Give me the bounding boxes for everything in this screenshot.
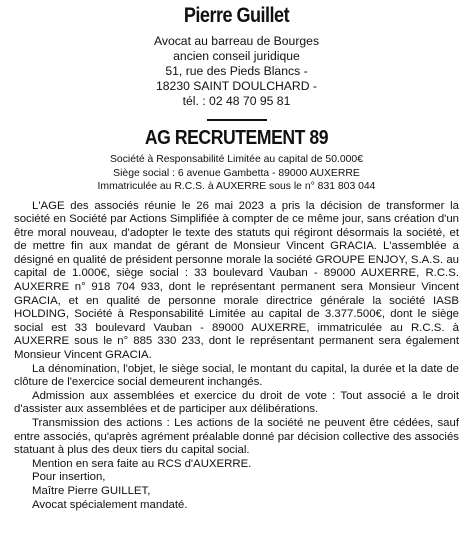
lawyer-address-city: 18230 SAINT DOULCHARD - [156,79,317,93]
signature-block [14,471,459,512]
paragraph-admission: Admission aux assemblées et exercice du droit de vote : Tout associé a le droit d'assister aux assemblées et de participer aux délibérations. [14,389,459,416]
lawyer-line: Avocat au barreau de Bourges [153,34,320,48]
signature-line: Pour insertion, [32,471,106,484]
notice-body [14,200,459,472]
company-legal-form: Société à Responsabilité Limitée au capital de 50.000€ [109,154,363,165]
lawyer-address-street: 51, rue des Pieds Blancs - [165,64,308,78]
lawyer-name: Pierre Guillet [183,4,290,27]
paragraph-decision: L'AGE des associés réunie le 26 mai 2023 a pris la décision de transformer la société en Société par Actions Simplifiée à compter de ce même jour, sans création d'un être moral nouveau, d'adopter le texte des statuts qui régiront désormais la société, et de mettre fin aux mandat de gérant de Monsieur Vincent GRACIA. L'assemblée a désigné en qualité de président personne morale la société GROUPE ENJOY, S.A.S. au capital de 1.000€, siège social : 33 boulevard Vauban - 89000 AUXERRE, R.C.S. AUXERRE n° 918 704 933, dont le représentant permanent sera Monsieur Vincent GRACIA, et en qualité de personne morale directrice générale la société IASB HOLDING, Société à Responsabilité Limitée au capital de 3.377.500€, dont le siège social est 33 boulevard Vauban - 89000 AUXERRE, immatriculée au R.C.S. à AUXERRE sous le n° 885 330 233, dont le représentant permanent sera également Monsieur Vincent GRACIA. [14,199,459,362]
company-header [14,127,459,194]
signature-name: Maître Pierre GUILLET, [32,484,151,497]
divider [207,119,267,121]
lawyer-phone: tél. : 02 48 70 95 81 [182,94,291,108]
lawyer-line: ancien conseil juridique [173,49,300,63]
paragraph-transmission: Transmission des actions : Les actions de la société ne peuvent être cédées, sauf entre associés, qu'après agrément préalable donné par décision collective des associés statuant à plus des deux tiers du capital social. [14,417,459,457]
paragraph-unchanged: La dénomination, l'objet, le siège social, le montant du capital, la durée et la date de clôture de l'exercice social demeurent inchangés. [14,362,459,389]
company-registration: Immatriculée au R.C.S. à AUXERRE sous le n° 831 803 044 [97,181,376,192]
paragraph-mention: Mention en sera faite au RCS d'AUXERRE. [32,457,252,470]
lawyer-header [14,4,459,109]
company-registered-office: Siège social : 6 avenue Gambetta - 89000 AUXERRE [113,167,360,179]
signature-role: Avocat spécialement mandaté. [32,498,188,511]
company-title: AG RECRUTEMENT 89 [144,127,329,149]
legal-notice [0,4,473,533]
